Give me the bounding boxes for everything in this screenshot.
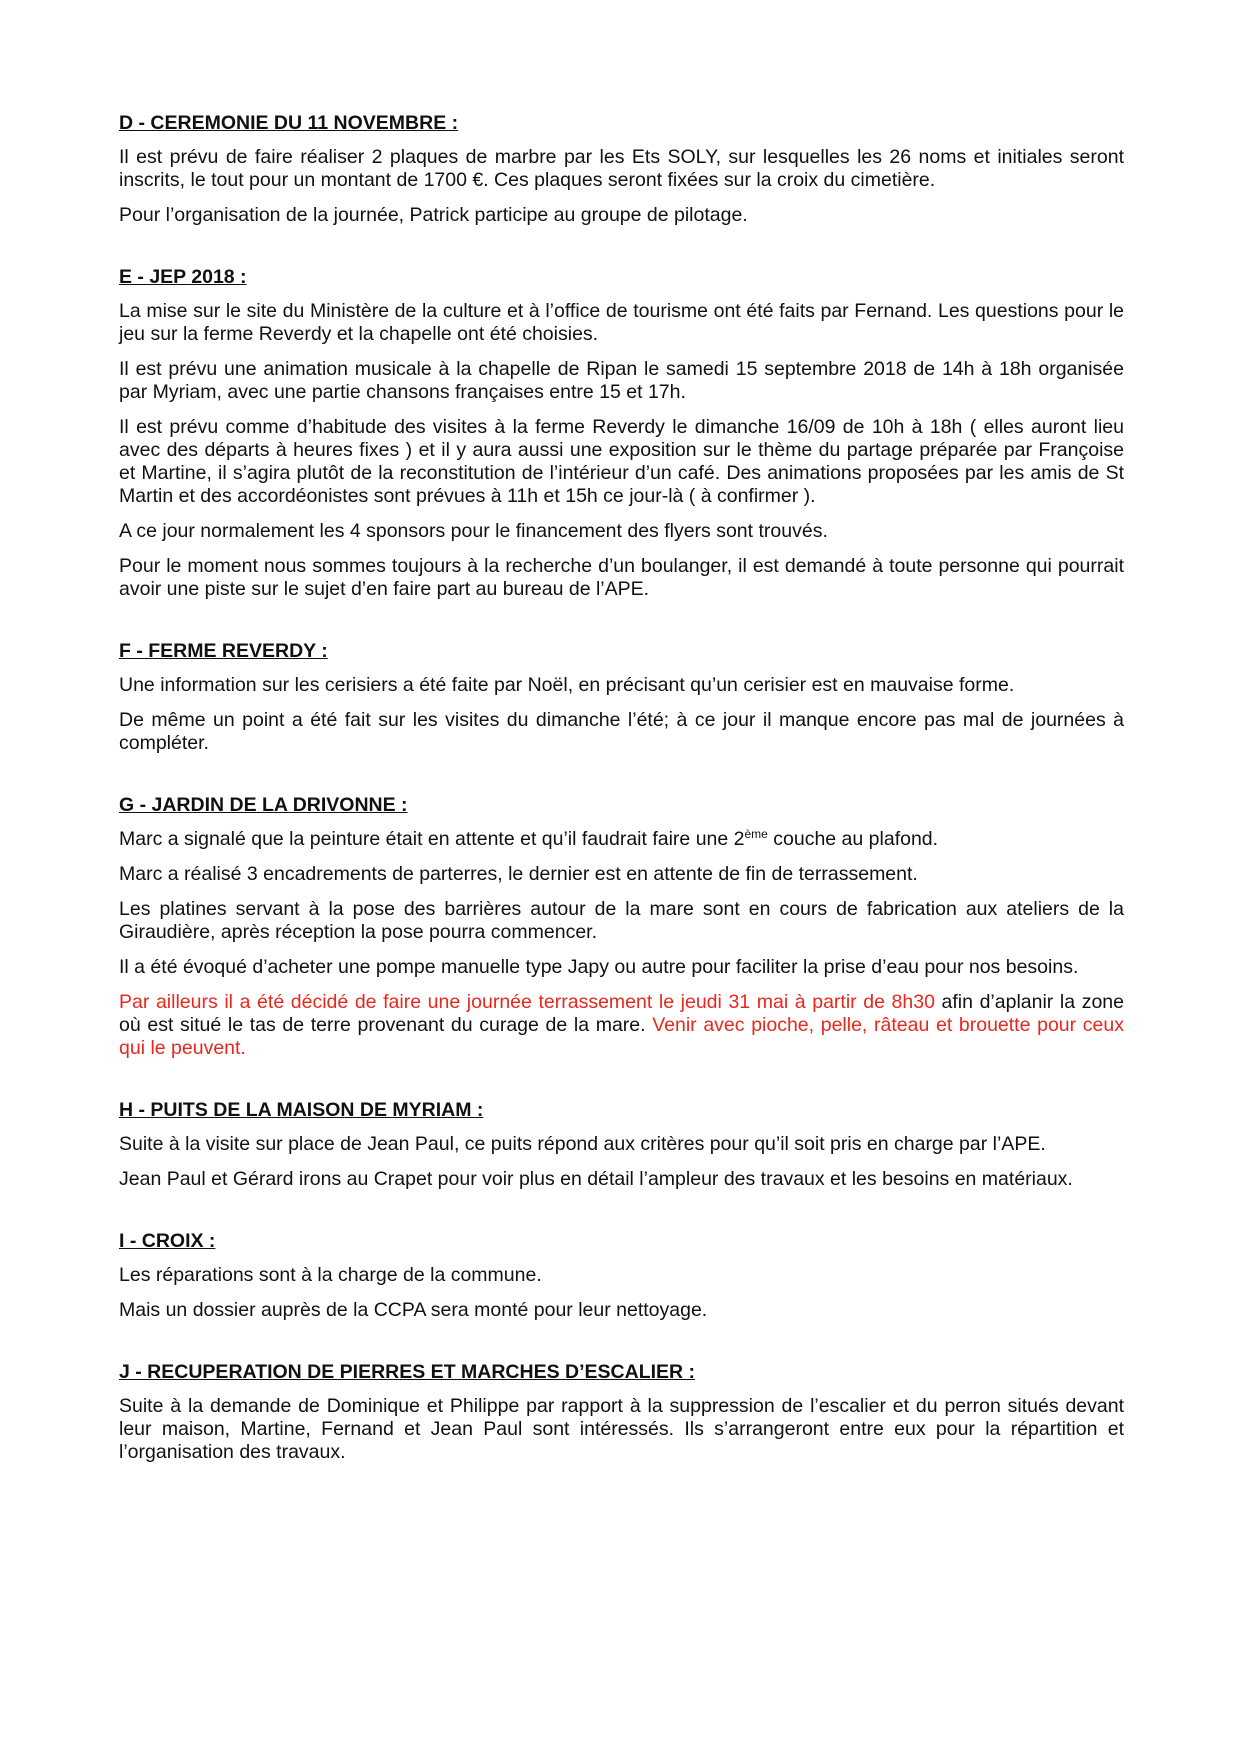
section-heading: E - JEP 2018 : — [119, 266, 247, 288]
notice-highlight: Venir avec pioche, pelle, râteau et brouette pour ceux qui le peuvent. — [119, 1014, 1124, 1059]
section-puits — [119, 1099, 1124, 1191]
section-heading: F - FERME REVERDY : — [119, 640, 328, 662]
section-ceremonie — [119, 112, 1124, 227]
section-heading: D - CEREMONIE DU 11 NOVEMBRE : — [119, 112, 459, 134]
paragraph: Il est prévu une animation musicale à la chapelle de Ripan le samedi 15 septembre 2018 de 14h à 18h organisée par Myriam, avec une partie chansons françaises entre 15 et 17h. — [119, 358, 1124, 403]
paragraph: La mise sur le site du Ministère de la culture et à l’office de tourisme ont été faits par Fernand. Les questions pour le jeu sur la ferme Reverdy et la chapelle ont été choisies. — [119, 300, 1124, 345]
section-recuperation — [119, 1361, 1124, 1464]
section-jardin-drivonne — [119, 794, 1124, 1060]
section-heading: G - JARDIN DE LA DRIVONNE : — [119, 794, 408, 816]
paragraph-notice — [119, 991, 1124, 1060]
paragraph: Suite à la visite sur place de Jean Paul, ce puits répond aux critères pour qu’il soit pris en charge par l’APE. — [119, 1133, 1046, 1155]
notice-highlight: Par ailleurs il a été décidé de faire une journée terrassement le jeudi 31 mai à partir de 8h30 — [119, 991, 935, 1013]
paragraph: Jean Paul et Gérard irons au Crapet pour voir plus en détail l’ampleur des travaux et les besoins en matériaux. — [119, 1168, 1073, 1190]
section-heading: J - RECUPERATION DE PIERRES ET MARCHES D’ESCALIER : — [119, 1361, 696, 1383]
ordinal-suffix: ème — [744, 827, 768, 841]
paragraph: A ce jour normalement les 4 sponsors pour le financement des flyers sont trouvés. — [119, 520, 828, 542]
paragraph: Il est prévu comme d’habitude des visites à la ferme Reverdy le dimanche 16/09 de 10h à 18h ( elles auront lieu avec des départs à heures fixes ) et il y aura aussi une exposition sur le thème du partage préparée par Françoise et Martine, il s’agira plutôt de la reconstitution de l’intérieur d’un café. Des animations proposées par les amis de St Martin et des accordéonistes sont prévues à 11h et 15h ce jour-là ( à confirmer ). — [119, 416, 1124, 507]
paragraph: Une information sur les cerisiers a été faite par Noël, en précisant qu’un cerisier est en mauvaise forme. — [119, 674, 1015, 696]
section-heading: I - CROIX : — [119, 1230, 216, 1252]
paragraph: De même un point a été fait sur les visites du dimanche l’été; à ce jour il manque encore pas mal de journées à compléter. — [119, 709, 1124, 754]
section-ferme-reverdy — [119, 640, 1124, 755]
paragraph: Les platines servant à la pose des barrières autour de la mare sont en cours de fabrication aux ateliers de la Giraudière, après réception la pose pourra commencer. — [119, 898, 1124, 943]
paragraph: Il est prévu de faire réaliser 2 plaques de marbre par les Ets SOLY, sur lesquelles les 26 noms et initiales seront inscrits, le tout pour un montant de 1700 €. Ces plaques seront fixées sur la croix du cimetière. — [119, 146, 1124, 191]
section-heading: H - PUITS DE LA MAISON DE MYRIAM : — [119, 1099, 484, 1121]
paint-text: Marc a signalé que la peinture était en attente et qu’il faudrait faire une 2 — [119, 828, 745, 850]
paragraph: Pour le moment nous sommes toujours à la recherche d’un boulanger, il est demandé à toute personne qui pourrait avoir une piste sur le sujet d’en faire part au bureau de l’APE. — [119, 555, 1124, 600]
paint-text-end: couche au plafond. — [767, 828, 939, 850]
paragraph: Les réparations sont à la charge de la commune. — [119, 1264, 542, 1286]
notice-text: afin d’aplanir la zone où est situé le tas de terre provenant du curage de la mare. — [119, 991, 1124, 1036]
paragraph: Marc a réalisé 3 encadrements de parterres, le dernier est en attente de fin de terrassement. — [119, 863, 918, 885]
paragraph: Suite à la demande de Dominique et Philippe par rapport à la suppression de l’escalier et du perron situés devant leur maison, Martine, Fernand et Jean Paul sont intéressés. Ils s’arrangeront entre eux pour la répartition et l’organisation des travaux. — [119, 1395, 1124, 1463]
paragraph: Mais un dossier auprès de la CCPA sera monté pour leur nettoyage. — [119, 1299, 708, 1321]
section-jep — [119, 266, 1124, 601]
section-croix — [119, 1230, 1124, 1322]
document-page — [119, 112, 1124, 1464]
paragraph: Pour l’organisation de la journée, Patrick participe au groupe de pilotage. — [119, 204, 748, 226]
paragraph-paint — [119, 828, 1124, 851]
paragraph: Il a été évoqué d’acheter une pompe manuelle type Japy ou autre pour faciliter la prise d’eau pour nos besoins. — [119, 956, 1079, 978]
